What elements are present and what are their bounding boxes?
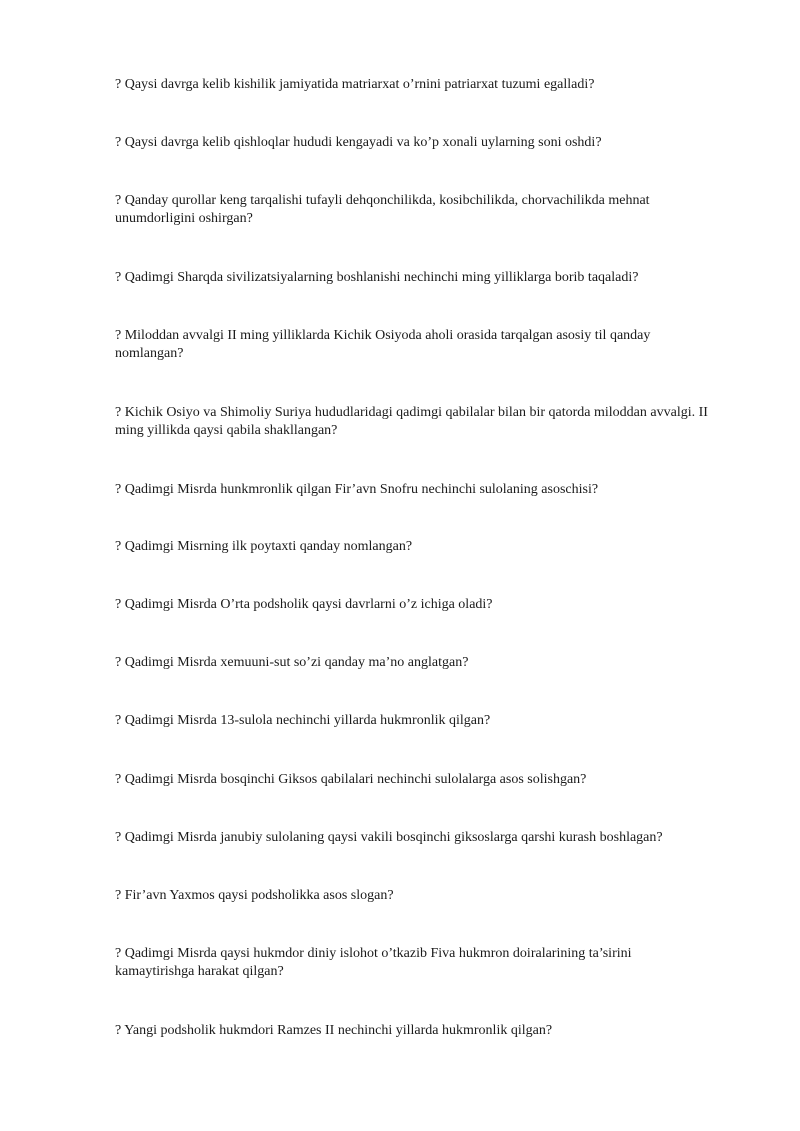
question-line: ming yillikda qaysi qabila shakllangan? (115, 423, 338, 438)
question-2 (115, 134, 755, 152)
question-line: ? Miloddan avvalgi II ming yilliklarda Kichik Osiyoda aholi orasida tarqalgan asosiy til qanday (115, 328, 651, 343)
question-line: kamaytirishga harakat qilgan? (115, 964, 284, 979)
question-line: ? Fir’avn Yaxmos qaysi podsholikka asos slogan? (115, 888, 394, 903)
question-3 (115, 192, 755, 228)
question-15 (115, 945, 755, 981)
question-line: ? Qanday qurollar keng tarqalishi tufayli dehqonchilikda, kosibchilikda, chorvachilikda mehnat (115, 193, 650, 208)
question-line: ? Qadimgi Misrda 13-sulola nechinchi yillarda hukmronlik qilgan? (115, 713, 491, 728)
question-4 (115, 269, 755, 287)
question-6 (115, 404, 755, 440)
question-11 (115, 712, 755, 730)
question-line: ? Qadimgi Sharqda sivilizatsiyalarning boshlanishi nechinchi ming yilliklarga borib taqaladi? (115, 270, 639, 285)
question-5 (115, 327, 755, 363)
question-line: ? Qadimgi Misrda bosqinchi Giksos qabilalari nechinchi sulolalarga asos solishgan? (115, 772, 587, 787)
question-line: ? Qadimgi Misrning ilk poytaxti qanday nomlangan? (115, 539, 413, 554)
question-line: ? Qadimgi Misrda xemuuni-sut so’zi qanday ma’no anglatgan? (115, 655, 469, 670)
question-13 (115, 829, 755, 847)
question-7 (115, 481, 755, 499)
question-line: ? Qadimgi Misrda janubiy sulolaning qaysi vakili bosqinchi giksoslarga qarshi kurash boshlagan? (115, 830, 663, 845)
question-line: ? Kichik Osiyo va Shimoliy Suriya hududlaridagi qadimgi qabilalar bilan bir qatorda miloddan avvalgi. II (115, 405, 708, 420)
question-line: ? Qadimgi Misrda hunkmronlik qilgan Fir’avn Snofru nechinchi sulolaning asoschisi? (115, 482, 599, 497)
question-1 (115, 76, 755, 94)
question-10 (115, 654, 755, 672)
question-line: ? Qaysi davrga kelib qishloqlar hududi kengayadi va ko’p xonali uylarning soni oshdi? (115, 135, 602, 150)
question-line: ? Qadimgi Misrda qaysi hukmdor diniy islohot o’tkazib Fiva hukmron doiralarining ta’sirini (115, 946, 632, 961)
question-line: ? Qaysi davrga kelib kishilik jamiyatida matriarxat o’rnini patriarxat tuzumi egalladi? (115, 77, 595, 92)
question-12 (115, 771, 755, 789)
question-line: ? Yangi podsholik hukmdori Ramzes II nechinchi yillarda hukmronlik qilgan? (115, 1023, 553, 1038)
question-line: ? Qadimgi Misrda O’rta podsholik qaysi davrlarni o’z ichiga oladi? (115, 597, 493, 612)
question-line: nomlangan? (115, 346, 184, 361)
question-16 (115, 1022, 755, 1040)
question-9 (115, 596, 755, 614)
question-14 (115, 887, 755, 905)
question-line: unumdorligini oshirgan? (115, 211, 253, 226)
question-8 (115, 538, 755, 556)
